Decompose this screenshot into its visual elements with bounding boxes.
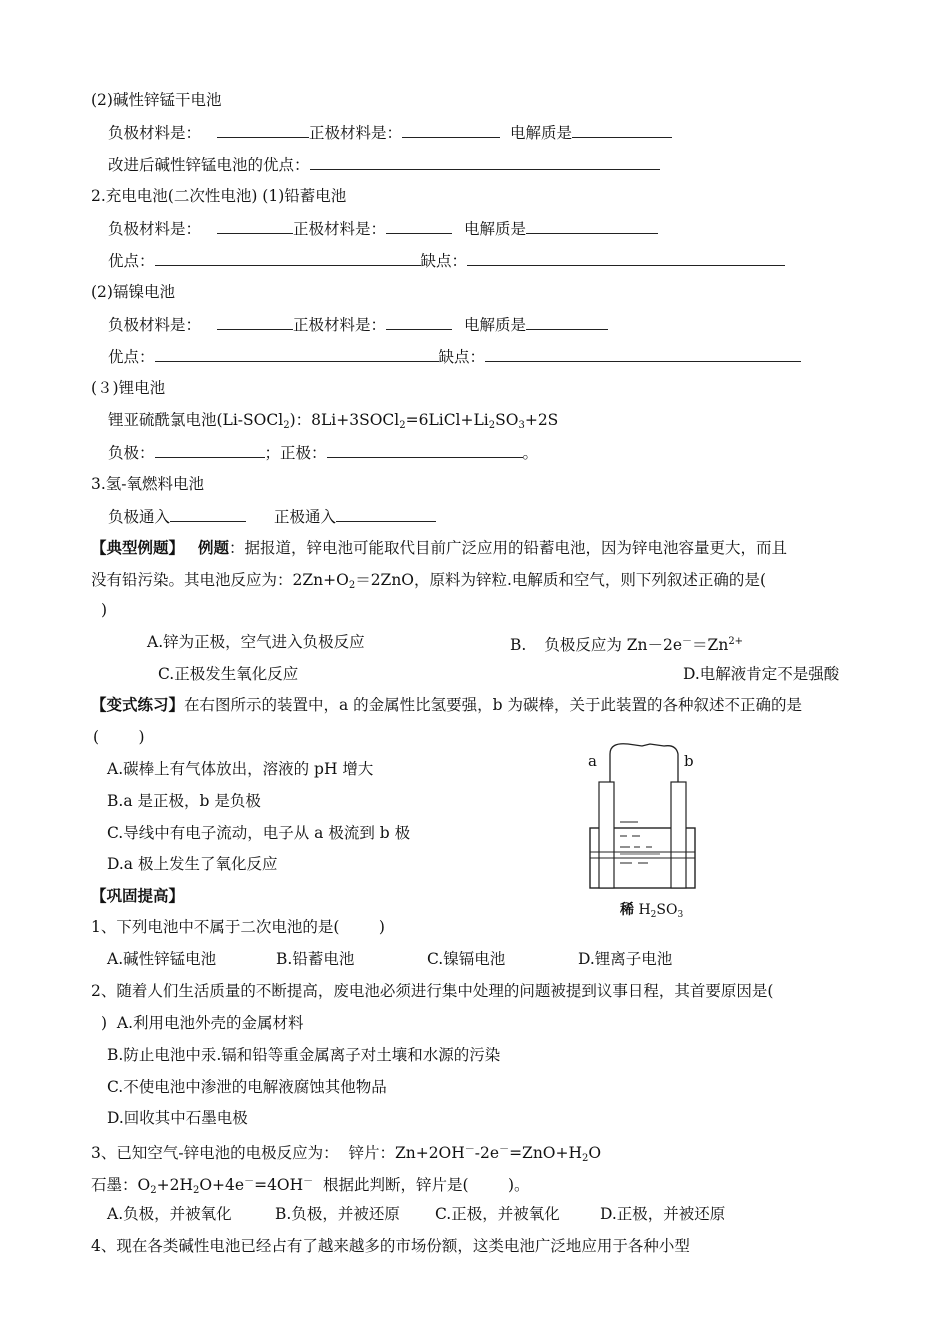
section-title-rechargeable: 2.充电电池(二次性电池) (1)铅蓄电池: [91, 187, 347, 205]
pros-label: 优点：: [108, 252, 155, 270]
example-text: 没有铅污染。其电池反应为：2Zn+O: [91, 571, 349, 589]
example-option-a[interactable]: A.锌为正极，空气进入负极反应: [147, 633, 365, 651]
answer-blank[interactable]: [485, 345, 801, 362]
negative-material-label: 负极材料是：: [108, 124, 202, 142]
variant-question: [91, 694, 802, 716]
label-text: SO: [656, 902, 678, 918]
section-title-alkaline: (2)碱性锌锰干电池: [91, 91, 222, 109]
equation-text: SO: [495, 411, 519, 429]
example-text: ：据报道，锌电池可能取代目前广泛应用的铅蓄电池，因为锌电池容量更大，而且: [229, 539, 788, 557]
q1-option-c[interactable]: C.镍镉电池: [427, 950, 506, 968]
variant-paren: ( ): [93, 728, 145, 746]
q2-option-a[interactable]: ) A.利用电池外壳的金属材料: [101, 1014, 304, 1032]
answer-blank[interactable]: [336, 505, 436, 522]
question-2: 2、随着人们生活质量的不断提高，废电池必须进行集中处理的问题被提到议事日程，其首要原因是(: [91, 982, 774, 1000]
question-3: [91, 1139, 601, 1170]
variant-option-b[interactable]: B.a 是正极，b 是负极: [107, 792, 261, 810]
negative-label: 负极：: [108, 444, 155, 462]
answer-blank[interactable]: [155, 441, 265, 458]
example-option-d[interactable]: D.电解液肯定不是强酸: [683, 665, 840, 683]
positive-material-label: 正极材料是：: [293, 220, 387, 238]
option-letter: B.: [510, 636, 527, 654]
superscript: －: [499, 1144, 510, 1155]
question-text: =4OH: [254, 1176, 304, 1194]
answer-blank[interactable]: [327, 441, 523, 458]
example-label: 例题: [198, 538, 230, 557]
positive-material-label: 正极材料是：: [309, 124, 403, 142]
subscript: 2: [650, 910, 657, 920]
answer-blank[interactable]: [526, 313, 608, 330]
label-text: H: [634, 902, 651, 918]
example-option-c[interactable]: C.正极发生氧化反应: [158, 665, 299, 683]
variant-option-d[interactable]: D.a 极上发生了氧化反应: [107, 855, 278, 873]
superscript: －: [244, 1176, 255, 1187]
question-text: +2H: [156, 1176, 193, 1194]
example-paren: ): [101, 601, 108, 619]
positive-material-label: 正极材料是：: [293, 316, 387, 334]
option-text: ＝Zn: [692, 636, 729, 654]
electrolyte-label: 电解质是: [464, 220, 527, 238]
superscript: －: [682, 636, 693, 647]
answer-blank[interactable]: [155, 345, 439, 362]
electrolyte-label: 电解质是: [464, 316, 527, 334]
subscript: 3: [518, 420, 525, 431]
answer-blank[interactable]: [217, 217, 293, 234]
equation-text: )：8Li+3SOCl: [289, 411, 400, 429]
answer-blank[interactable]: [402, 121, 500, 138]
answer-blank[interactable]: [310, 153, 660, 170]
electrode-a: [599, 782, 614, 888]
answer-blank[interactable]: [170, 505, 246, 522]
alkaline-advantage-row: [108, 153, 660, 176]
example-question: [91, 537, 787, 559]
question-text: O: [588, 1144, 602, 1162]
electrolyte-label: [619, 901, 683, 920]
equation-text: 锂亚硫酰氯电池(Li-SOCl: [108, 411, 284, 429]
q1-option-d[interactable]: D.锂离子电池: [578, 950, 673, 968]
subscript: 2: [192, 1185, 200, 1196]
variant-heading: 【变式练习】: [91, 695, 185, 714]
q2-option-d[interactable]: D.回收其中石墨电极: [107, 1109, 248, 1127]
label-b: b: [684, 752, 694, 770]
answer-blank[interactable]: [217, 121, 309, 138]
example-heading: 【典型例题】: [91, 538, 185, 557]
answer-blank[interactable]: [467, 249, 785, 266]
q3-option-d[interactable]: D.正极，并被还原: [600, 1205, 726, 1223]
variant-text: 在右图所示的装置中，a 的金属性比氢要强，b 为碳棒，关于此装置的各种叙述不正确的是: [184, 696, 803, 714]
q1-option-a[interactable]: A.碱性锌锰电池: [107, 950, 217, 968]
section-title-lithium: (３)锂电池: [91, 379, 166, 397]
superscript: －: [464, 1144, 475, 1155]
subscript: 2: [488, 420, 496, 431]
alkaline-materials-row: [108, 121, 672, 144]
negative-material-label: 负极材料是：: [108, 316, 202, 334]
negative-material-label: 负极材料是：: [108, 220, 202, 238]
lead-acid-materials-row: [108, 217, 658, 240]
answer-blank[interactable]: [526, 217, 658, 234]
label-text: 稀: [620, 902, 634, 918]
question-4: 4、现在各类碱性电池已经占有了越来越多的市场份额，这类电池广泛地应用于各种小型: [91, 1237, 690, 1255]
question-text: 根据此判断，锌片是( )。: [313, 1176, 530, 1194]
question-text: =ZnO+H: [509, 1144, 583, 1162]
subscript: 2: [348, 580, 356, 591]
lithium-electrodes-row: [108, 441, 538, 464]
apparatus-figure: [580, 742, 710, 922]
consolidation-heading: 【巩固提高】: [91, 886, 185, 905]
electrolyte-label: 电解质是: [510, 124, 573, 142]
subscript: 2: [399, 420, 406, 431]
electrode-b: [671, 782, 686, 888]
nicd-materials-row: [108, 313, 608, 336]
answer-blank[interactable]: [572, 121, 672, 138]
question-text: -2e: [474, 1144, 500, 1162]
section-title-nicd: (2)镉镍电池: [91, 283, 175, 301]
lithium-equation: [108, 409, 558, 437]
answer-blank[interactable]: [386, 313, 452, 330]
label-a: a: [588, 752, 597, 770]
subscript: 2: [582, 1153, 589, 1164]
example-text: ＝2ZnO，原料为锌粒.电解质和空气，则下列叙述正确的是(: [355, 571, 766, 589]
question-1: 1、下列电池中不属于二次电池的是( ): [91, 918, 385, 936]
answer-blank[interactable]: [217, 313, 293, 330]
cons-label: 缺点：: [420, 252, 468, 270]
q2-option-b[interactable]: B.防止电池中汞.镉和铅等重金属离子对土壤和水源的污染: [107, 1046, 501, 1064]
question-text: 3、已知空气-锌电池的电极反应为： 锌片：Zn+2OH: [91, 1144, 465, 1162]
option-text: 负极反应为 Zn－2e: [544, 636, 683, 654]
answer-blank[interactable]: [155, 249, 421, 266]
positive-label: ；正极：: [264, 444, 327, 462]
subscript: 2: [150, 1185, 157, 1196]
lead-acid-pros-cons-row: [108, 249, 785, 272]
equation-text: =6LiCl+Li: [405, 411, 489, 429]
subscript: 2: [283, 420, 290, 431]
q1-option-b[interactable]: B.铅蓄电池: [276, 950, 355, 968]
question-text: 石墨：O: [91, 1176, 151, 1194]
superscript: －: [303, 1176, 314, 1187]
equation-text: +2S: [524, 411, 559, 429]
fuel-cell-row: [108, 505, 436, 528]
q3-option-a[interactable]: A.负极，并被氧化: [107, 1205, 232, 1223]
negative-input-label: 负极通入: [108, 508, 171, 526]
example-question-line2: [91, 569, 766, 597]
subscript: 3: [677, 910, 684, 920]
example-option-b[interactable]: [510, 631, 743, 656]
positive-input-label: 正极通入: [274, 508, 337, 526]
q3-option-c[interactable]: C.正极，并被氧化: [435, 1205, 560, 1223]
pros-label: 优点：: [108, 348, 155, 366]
advantage-label: 改进后碱性锌锰电池的优点：: [108, 156, 310, 174]
cons-label: 缺点：: [438, 348, 486, 366]
nicd-pros-cons-row: [108, 345, 801, 368]
question-text: O+4e: [199, 1176, 245, 1194]
answer-blank[interactable]: [386, 217, 452, 234]
superscript: 2+: [728, 636, 744, 647]
variant-option-c[interactable]: C.导线中有电子流动，电子从 a 极流到 b 极: [107, 824, 411, 842]
q3-option-b[interactable]: B.负极，并被还原: [275, 1205, 400, 1223]
period: 。: [522, 444, 539, 462]
q2-option-c[interactable]: C.不使电池中渗泄的电解液腐蚀其他物品: [107, 1078, 387, 1096]
question-3-line2: [91, 1171, 530, 1202]
connecting-wire: [610, 744, 678, 834]
variant-option-a[interactable]: A.碳棒上有气体放出，溶液的 pH 增大: [107, 760, 374, 778]
section-title-fuel-cell: 3.氢-氧燃料电池: [91, 475, 205, 493]
